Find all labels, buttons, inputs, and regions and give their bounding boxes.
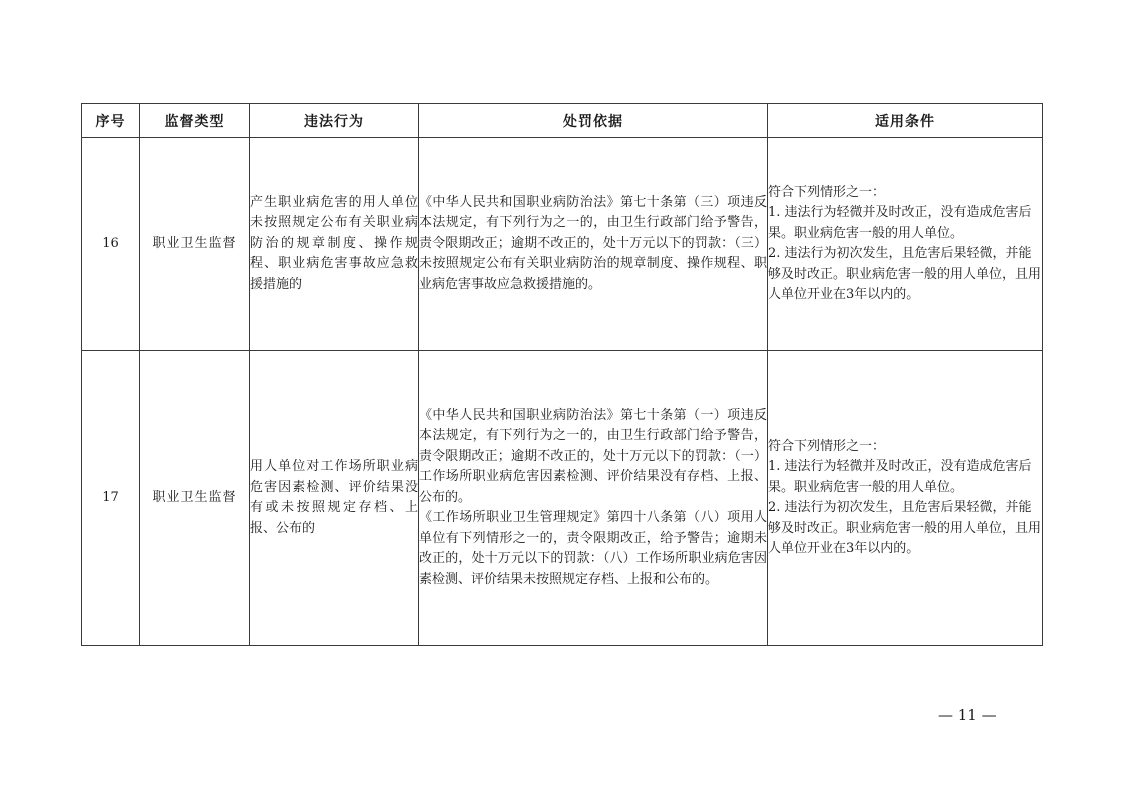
header-penalty-basis: 处罚依据 — [419, 104, 768, 138]
cell-applicable-conditions — [768, 351, 1043, 646]
basis-clause: 《工作场所职业卫生管理规定》第四十八条第（八）项用人单位有下列情形之一的，责令限期改正，给予警告；逾期未改正的，处十万元以下的罚款：（八）工作场所职业病危害因素检测、评价结果未按照规定存档、上报和公布的。 — [419, 510, 767, 587]
basis-clause: 《中华人民共和国职业病防治法》第七十条第（一）项违反本法规定，有下列行为之一的，由卫生行政部门给予警告，责令限期改正；逾期不改正的，处十万元以下的罚款：（一）工作场所职业病危害因素检测、评价结果没有存档、上报、公布的。 — [419, 407, 767, 505]
condition-intro: 符合下列情形之一： — [768, 438, 886, 454]
table-row — [82, 138, 1043, 351]
page-number: — 11 — — [938, 706, 997, 724]
condition-intro: 符合下列情形之一： — [768, 184, 886, 200]
cell-penalty-basis: 《中华人民共和国职业病防治法》第七十条第（三）项违反本法规定，有下列行为之一的，由卫生行政部门给予警告，责令限期改正；逾期不改正的，处十万元以下的罚款：（三）未按照规定公布有关职业病防治的规章制度、操作规程、职业病危害事故应急救援措施的。 — [419, 138, 768, 351]
header-supervision-type: 监督类型 — [140, 104, 250, 138]
header-violation: 违法行为 — [250, 104, 419, 138]
condition-item: 1. 违法行为轻微并及时改正，没有造成危害后果。职业病危害一般的用人单位。 — [768, 459, 1032, 495]
cell-penalty-basis — [419, 351, 768, 646]
table-header-row — [82, 104, 1043, 138]
condition-item: 2. 违法行为初次发生，且危害后果轻微，并能够及时改正。职业病危害一般的用人单位，且用人单位开业在3年以内的。 — [768, 246, 1042, 302]
table-row — [82, 351, 1043, 646]
cell-seq: 16 — [82, 138, 140, 351]
cell-supervision-type: 职业卫生监督 — [140, 351, 250, 646]
condition-item: 2. 违法行为初次发生，且危害后果轻微，并能够及时改正。职业病危害一般的用人单位，且用人单位开业在3年以内的。 — [768, 500, 1042, 556]
cell-applicable-conditions — [768, 138, 1043, 351]
cell-seq: 17 — [82, 351, 140, 646]
cell-violation: 用人单位对工作场所职业病危害因素检测、评价结果没有或未按照规定存档、上报、公布的 — [250, 351, 419, 646]
cell-violation: 产生职业病危害的用人单位未按照规定公布有关职业病防治的规章制度、操作规程、职业病危害事故应急救援措施的 — [250, 138, 419, 351]
penalty-table — [81, 103, 1043, 646]
cell-supervision-type: 职业卫生监督 — [140, 138, 250, 351]
header-applicable-conditions: 适用条件 — [768, 104, 1043, 138]
condition-item: 1. 违法行为轻微并及时改正，没有造成危害后果。职业病危害一般的用人单位。 — [768, 205, 1032, 241]
header-seq: 序号 — [82, 104, 140, 138]
